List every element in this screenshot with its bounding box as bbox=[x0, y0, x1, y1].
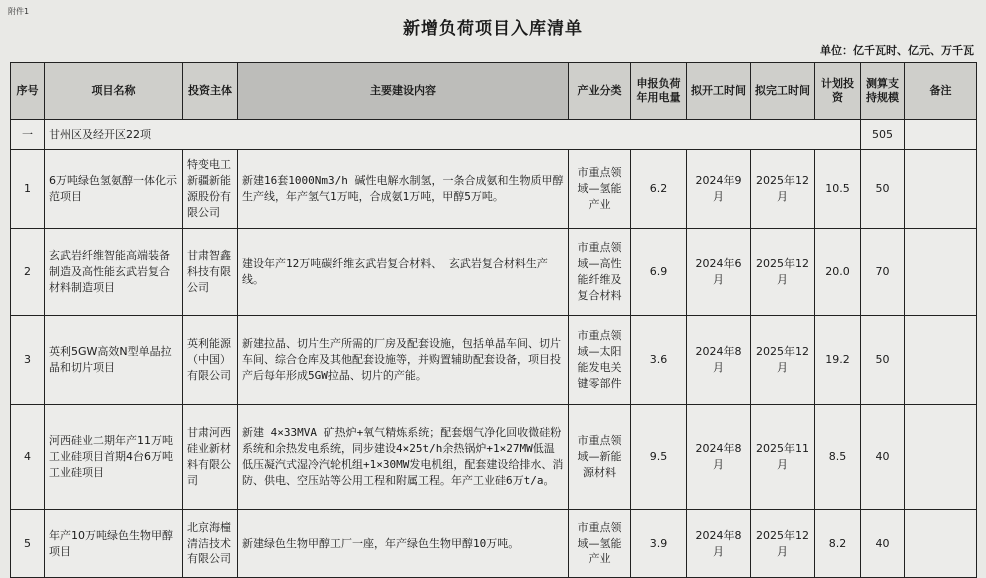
table-row bbox=[11, 405, 977, 510]
investor: 北京海橦清洁技术有限公司 bbox=[183, 510, 238, 578]
col-header-power: 申报负荷年用电量 bbox=[631, 63, 687, 120]
note bbox=[905, 229, 977, 316]
end-date: 2025年12月 bbox=[751, 316, 815, 405]
project-name: 英利5GW高效N型单晶拉晶和切片项目 bbox=[45, 316, 183, 405]
start-date: 2024年8月 bbox=[687, 510, 751, 578]
planned-investment: 20.0 bbox=[815, 229, 861, 316]
col-header-scale: 测算支持规模 bbox=[861, 63, 905, 120]
table-row bbox=[11, 150, 977, 229]
planned-investment: 8.2 bbox=[815, 510, 861, 578]
table-row bbox=[11, 510, 977, 578]
support-scale: 50 bbox=[861, 316, 905, 405]
end-date: 2025年11月 bbox=[751, 405, 815, 510]
industry-category: 市重点领域—高性能纤维及复合材料 bbox=[569, 229, 631, 316]
annual-power: 6.2 bbox=[631, 150, 687, 229]
investor: 甘肃河西硅业新材料有限公司 bbox=[183, 405, 238, 510]
support-scale: 50 bbox=[861, 150, 905, 229]
note bbox=[905, 510, 977, 578]
support-scale: 40 bbox=[861, 510, 905, 578]
end-date: 2025年12月 bbox=[751, 510, 815, 578]
note bbox=[905, 316, 977, 405]
note bbox=[905, 405, 977, 510]
investor: 甘肃智鑫科技有限公司 bbox=[183, 229, 238, 316]
support-scale: 70 bbox=[861, 229, 905, 316]
col-header-invest: 计划投资 bbox=[815, 63, 861, 120]
col-header-index: 序号 bbox=[11, 63, 45, 120]
col-header-note: 备注 bbox=[905, 63, 977, 120]
annual-power: 9.5 bbox=[631, 405, 687, 510]
attachment-label: 附件1 bbox=[8, 7, 30, 16]
project-table bbox=[10, 62, 977, 578]
construction-content: 新建绿色生物甲醇工厂一座，年产绿色生物甲醇10万吨。 bbox=[238, 510, 569, 578]
row-index: 1 bbox=[11, 150, 45, 229]
industry-category: 市重点领域—氢能产业 bbox=[569, 150, 631, 229]
industry-category: 市重点领域—氢能产业 bbox=[569, 510, 631, 578]
table-header-row bbox=[11, 63, 977, 120]
construction-content: 建设年产12万吨碳纤维玄武岩复合材料、 玄武岩复合材料生产线。 bbox=[238, 229, 569, 316]
start-date: 2024年8月 bbox=[687, 316, 751, 405]
planned-investment: 10.5 bbox=[815, 150, 861, 229]
col-header-end: 拟完工时间 bbox=[751, 63, 815, 120]
group-name: 甘州区及经开区22项 bbox=[45, 120, 861, 150]
row-index: 4 bbox=[11, 405, 45, 510]
row-index: 3 bbox=[11, 316, 45, 405]
project-name: 河西硅业二期年产11万吨工业硅项目首期4台6万吨工业硅项目 bbox=[45, 405, 183, 510]
end-date: 2025年12月 bbox=[751, 150, 815, 229]
industry-category: 市重点领域—新能源材料 bbox=[569, 405, 631, 510]
table-row bbox=[11, 316, 977, 405]
group-index: 一 bbox=[11, 120, 45, 150]
col-header-start: 拟开工时间 bbox=[687, 63, 751, 120]
row-index: 2 bbox=[11, 229, 45, 316]
group-note bbox=[905, 120, 977, 150]
page-title: 新增负荷项目入库清单 bbox=[403, 19, 583, 39]
table-row bbox=[11, 229, 977, 316]
row-index: 5 bbox=[11, 510, 45, 578]
col-header-category: 产业分类 bbox=[569, 63, 631, 120]
project-name: 玄武岩纤维智能高端装备制造及高性能玄武岩复合材料制造项目 bbox=[45, 229, 183, 316]
col-header-name: 项目名称 bbox=[45, 63, 183, 120]
project-name: 6万吨绿色氢氨醇一体化示范项目 bbox=[45, 150, 183, 229]
end-date: 2025年12月 bbox=[751, 229, 815, 316]
unit-label: 单位：亿千瓦时、亿元、万千瓦 bbox=[820, 44, 974, 57]
col-header-content: 主要建设内容 bbox=[238, 63, 569, 120]
project-name: 年产10万吨绿色生物甲醇项目 bbox=[45, 510, 183, 578]
construction-content: 新建 4×33MVA 矿热炉+氧气精炼系统；配套烟气净化回收微硅粉系统和余热发电系统，同步建设4×25t/h余热锅炉+1×27MW低温低压凝汽式湿冷汽轮机组+1×30MW发电机组，配套建设给排水、消防、供电、空压站等公用工程和附属工程。年产工业硅6万t/a。 bbox=[238, 405, 569, 510]
annual-power: 3.6 bbox=[631, 316, 687, 405]
start-date: 2024年8月 bbox=[687, 405, 751, 510]
col-header-investor: 投资主体 bbox=[183, 63, 238, 120]
start-date: 2024年6月 bbox=[687, 229, 751, 316]
note bbox=[905, 150, 977, 229]
planned-investment: 8.5 bbox=[815, 405, 861, 510]
construction-content: 新建16套1000Nm3/h 碱性电解水制氢，一条合成氨和生物质甲醇生产线，年产氢气1万吨，合成氨1万吨，甲醇5万吨。 bbox=[238, 150, 569, 229]
start-date: 2024年9月 bbox=[687, 150, 751, 229]
group-row bbox=[11, 120, 977, 150]
construction-content: 新建拉晶、切片生产所需的厂房及配套设施，包括单晶车间、切片车间、综合仓库及其他配套设施等，并购置辅助配套设备，项目投产后每年形成5GW拉晶、切片的产能。 bbox=[238, 316, 569, 405]
group-scale: 505 bbox=[861, 120, 905, 150]
planned-investment: 19.2 bbox=[815, 316, 861, 405]
annual-power: 6.9 bbox=[631, 229, 687, 316]
investor: 特变电工新疆新能源股份有限公司 bbox=[183, 150, 238, 229]
annual-power: 3.9 bbox=[631, 510, 687, 578]
support-scale: 40 bbox=[861, 405, 905, 510]
industry-category: 市重点领域—太阳能发电关键零部件 bbox=[569, 316, 631, 405]
investor: 英利能源（中国）有限公司 bbox=[183, 316, 238, 405]
